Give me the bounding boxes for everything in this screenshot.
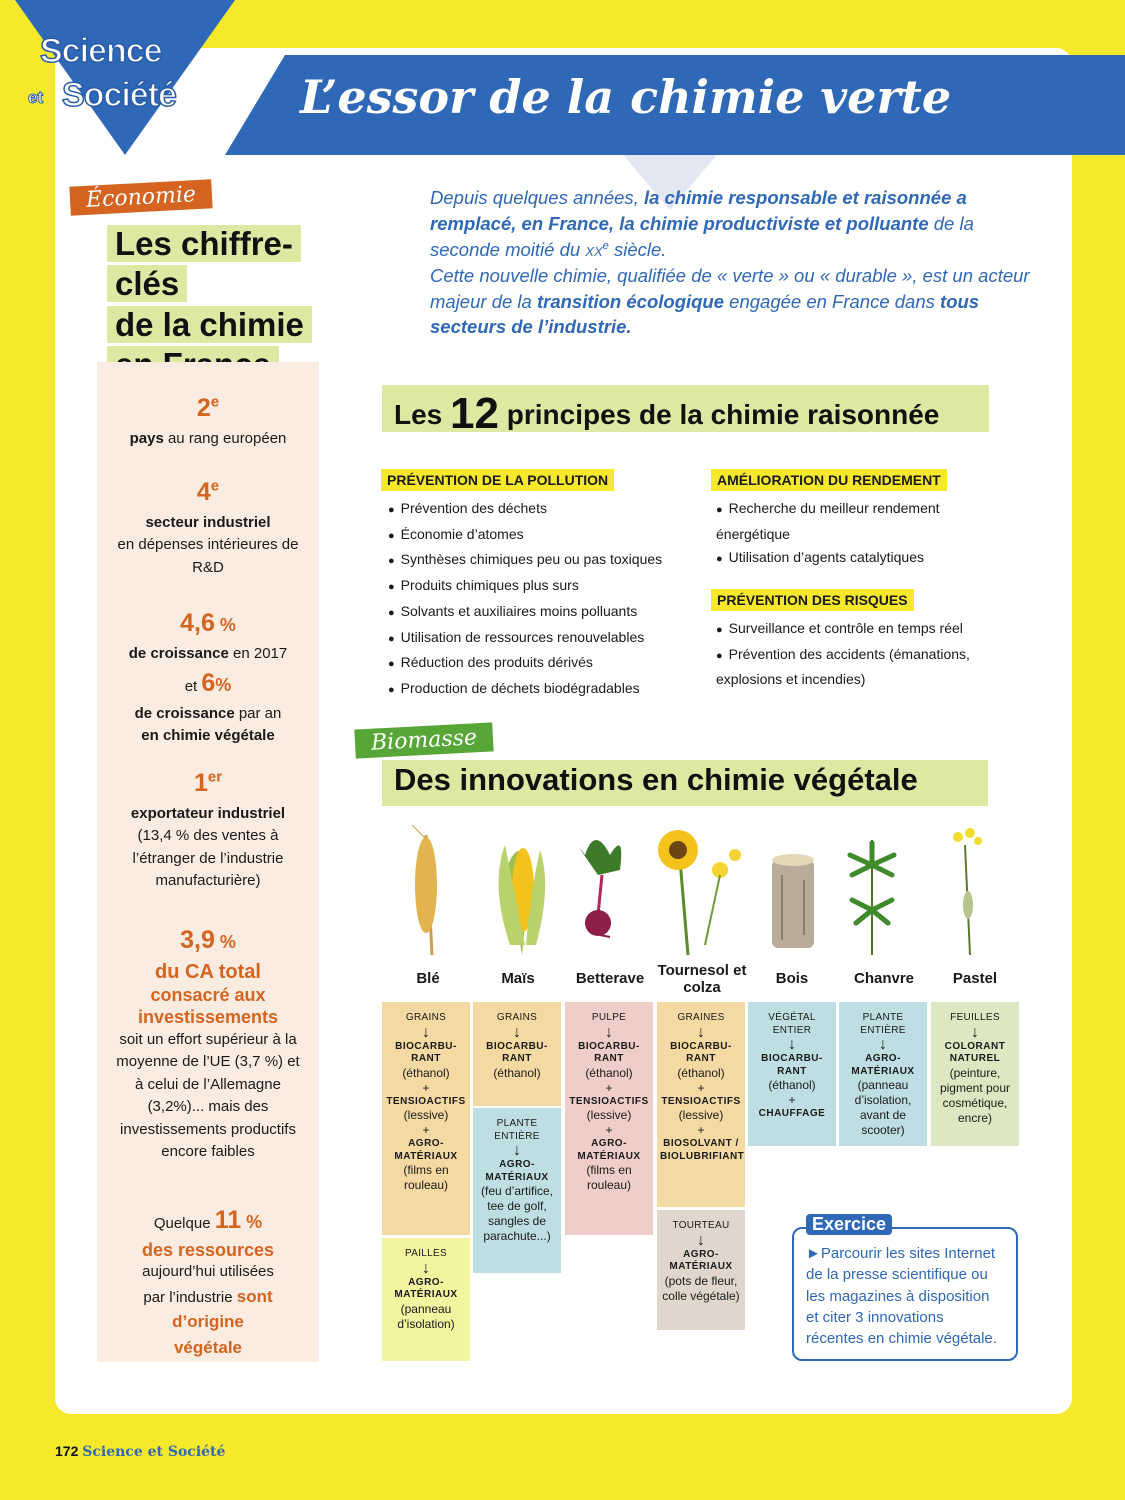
stat-exportateur: 1er exportateur industriel (13,4 % des ventes à l’étranger de l’industrie manufacturière) xyxy=(130,768,286,889)
innovations-heading: Des innovations en chimie végétale xyxy=(382,760,988,806)
cat-pollution: PRÉVENTION DE LA POLLUTION xyxy=(381,469,614,491)
brand-science: Science xyxy=(40,32,162,70)
corn-icon xyxy=(499,845,546,955)
brand-societe: Société xyxy=(62,76,176,114)
list-item: ● Produits chimiques plus surs xyxy=(388,574,688,600)
list-item: ● Solvants et auxiliaires moins polluants xyxy=(388,600,688,626)
page-number: 172 xyxy=(55,1443,79,1459)
list-item: ● Recherche du meilleur rendement énergétique xyxy=(716,497,966,546)
box-pastel: FEUILLES ↓ COLORANT NATUREL (peinture, pigment pour cosmétique, encre) xyxy=(931,1002,1019,1146)
list-item: ● Production de déchets biodégradables xyxy=(388,677,688,703)
list-item: ● Économie d’atomes xyxy=(388,523,688,549)
hemp-icon xyxy=(850,840,894,955)
exercice-text: ►Parcourir les sites Internet de la presse scientifique ou les magazines à disposition et citer 3 innovations récentes en chimie végétale. xyxy=(806,1245,997,1348)
rendement-list xyxy=(716,497,966,572)
principes-heading: Les 12 principes de la chimie raisonnée xyxy=(382,385,989,432)
plant-name-ble: Blé xyxy=(416,970,440,987)
plant-name-betterave: Betterave xyxy=(575,970,645,987)
box-tournesol-tourteau: TOURTEAU ↓ AGRO-MATÉRIAUX (pots de fleur, colle végétale) xyxy=(657,1210,745,1330)
list-item: ● Utilisation de ressources renouvelables xyxy=(388,626,688,652)
box-mais-plante: PLANTE ENTIÈRE ↓ AGRO-MATÉRIAUX (feu d’artifice, tee de golf, sangles de parachute...) xyxy=(473,1108,561,1273)
page-footer xyxy=(55,1443,225,1460)
sunflower-icon xyxy=(658,830,741,955)
exercice-box xyxy=(792,1227,1018,1361)
wheat-icon xyxy=(410,825,437,955)
log-icon xyxy=(772,854,814,948)
footer-section: Science et Société xyxy=(82,1444,226,1460)
list-item: ● Réduction des produits dérivés xyxy=(388,651,688,677)
woad-icon xyxy=(953,828,982,955)
biomasse-tag: Biomasse xyxy=(354,722,493,758)
box-tournesol-graines: GRAINES ↓ BIOCARBU-RANT (éthanol) + TENSIOACTIFS (lessive) + BIOSOLVANT / BIOLUBRIFIANT xyxy=(657,1002,745,1207)
beet-icon xyxy=(580,840,621,937)
list-item: ● Prévention des déchets xyxy=(388,497,688,523)
cat-risques: PRÉVENTION DES RISQUES xyxy=(711,589,914,611)
cat-rendement: AMÉLIORATION DU RENDEMENT xyxy=(711,469,947,491)
plant-name-bois: Bois xyxy=(775,970,809,987)
box-chanvre: PLANTE ENTIÈRE ↓ AGRO-MATÉRIAUX (panneau d’isolation, avant de scooter) xyxy=(839,1002,927,1146)
stat-ressources: Quelque 11 % des ressources aujourd’hui utilisées par l’industrie sont d’origine végétale xyxy=(141,1206,275,1357)
page-title: L’essor de la chimie verte xyxy=(300,70,952,124)
plant-name-mais: Maïs xyxy=(501,970,535,987)
box-ble-pailles: PAILLES ↓ AGRO-MATÉRIAUX (panneau d’isolation) xyxy=(382,1238,470,1361)
stat-rank: 2e pays au rang européen xyxy=(129,393,287,447)
list-item: ● Surveillance et contrôle en temps réel xyxy=(716,617,986,643)
box-ble-grains: GRAINS ↓ BIOCARBU-RANT (éthanol) + TENSIOACTIFS (lessive) + AGRO-MATÉRIAUX (films en rouleau) xyxy=(382,1002,470,1235)
exercice-title: Exercice xyxy=(806,1214,892,1235)
brand-et: et xyxy=(28,88,44,107)
pollution-list xyxy=(388,497,688,703)
chiffres-heading: Les chiffre-clés de la chimie xyxy=(97,220,367,389)
plant-name-pastel: Pastel xyxy=(952,970,998,987)
stat-secteur: 4e secteur industriel en dépenses intérieures de R&D xyxy=(117,477,299,576)
stat-investissements: 3,9 % du CA total consacré aux investissements soit un effort supérieur à la moyenne de l’UE (3,7 %) et à celui de l’Allemagne (3,2%)... mais des investissements productifs encore faibles xyxy=(116,926,300,1160)
list-item: ● Utilisation d’agents catalytiques xyxy=(716,546,966,572)
list-item: ● Prévention des accidents (émanations, explosions et incendies) xyxy=(716,643,986,692)
plants-svg xyxy=(380,825,1020,960)
plant-name-tournesol: Tournesol et colza xyxy=(657,962,747,996)
intro-paragraph: Depuis quelques années, la chimie responsable et raisonnée a remplacé, en France, la chimie productiviste et polluante de la seconde moitié du $xx^e$ siècle. Cette nouvelle chimie, qualifiée de « verte » ou « durable », est un acteur majeur de la transition écologique engagée en France dans tous secteurs de l’industrie. xyxy=(430,187,1030,338)
risques-list xyxy=(716,617,986,692)
stat-croissance: 4,6 % de croissance en 2017 et 6% de croissance par an en chimie végétale xyxy=(128,609,288,744)
economie-tag: Économie xyxy=(69,179,212,215)
box-betterave-pulpe: PULPE ↓ BIOCARBU-RANT (éthanol) + TENSIOACTIFS (lessive) + AGRO-MATÉRIAUX (films en rouleau) xyxy=(565,1002,653,1235)
box-mais-grains: GRAINS ↓ BIOCARBU-RANT (éthanol) xyxy=(473,1002,561,1106)
stats-panel xyxy=(97,362,319,1362)
plant-name-chanvre: Chanvre xyxy=(853,970,915,987)
list-item: ● Synthèses chimiques peu ou pas toxiques xyxy=(388,548,688,574)
box-bois: VÉGÉTAL ENTIER ↓ BIOCARBU-RANT (éthanol) + CHAUFFAGE xyxy=(748,1002,836,1146)
